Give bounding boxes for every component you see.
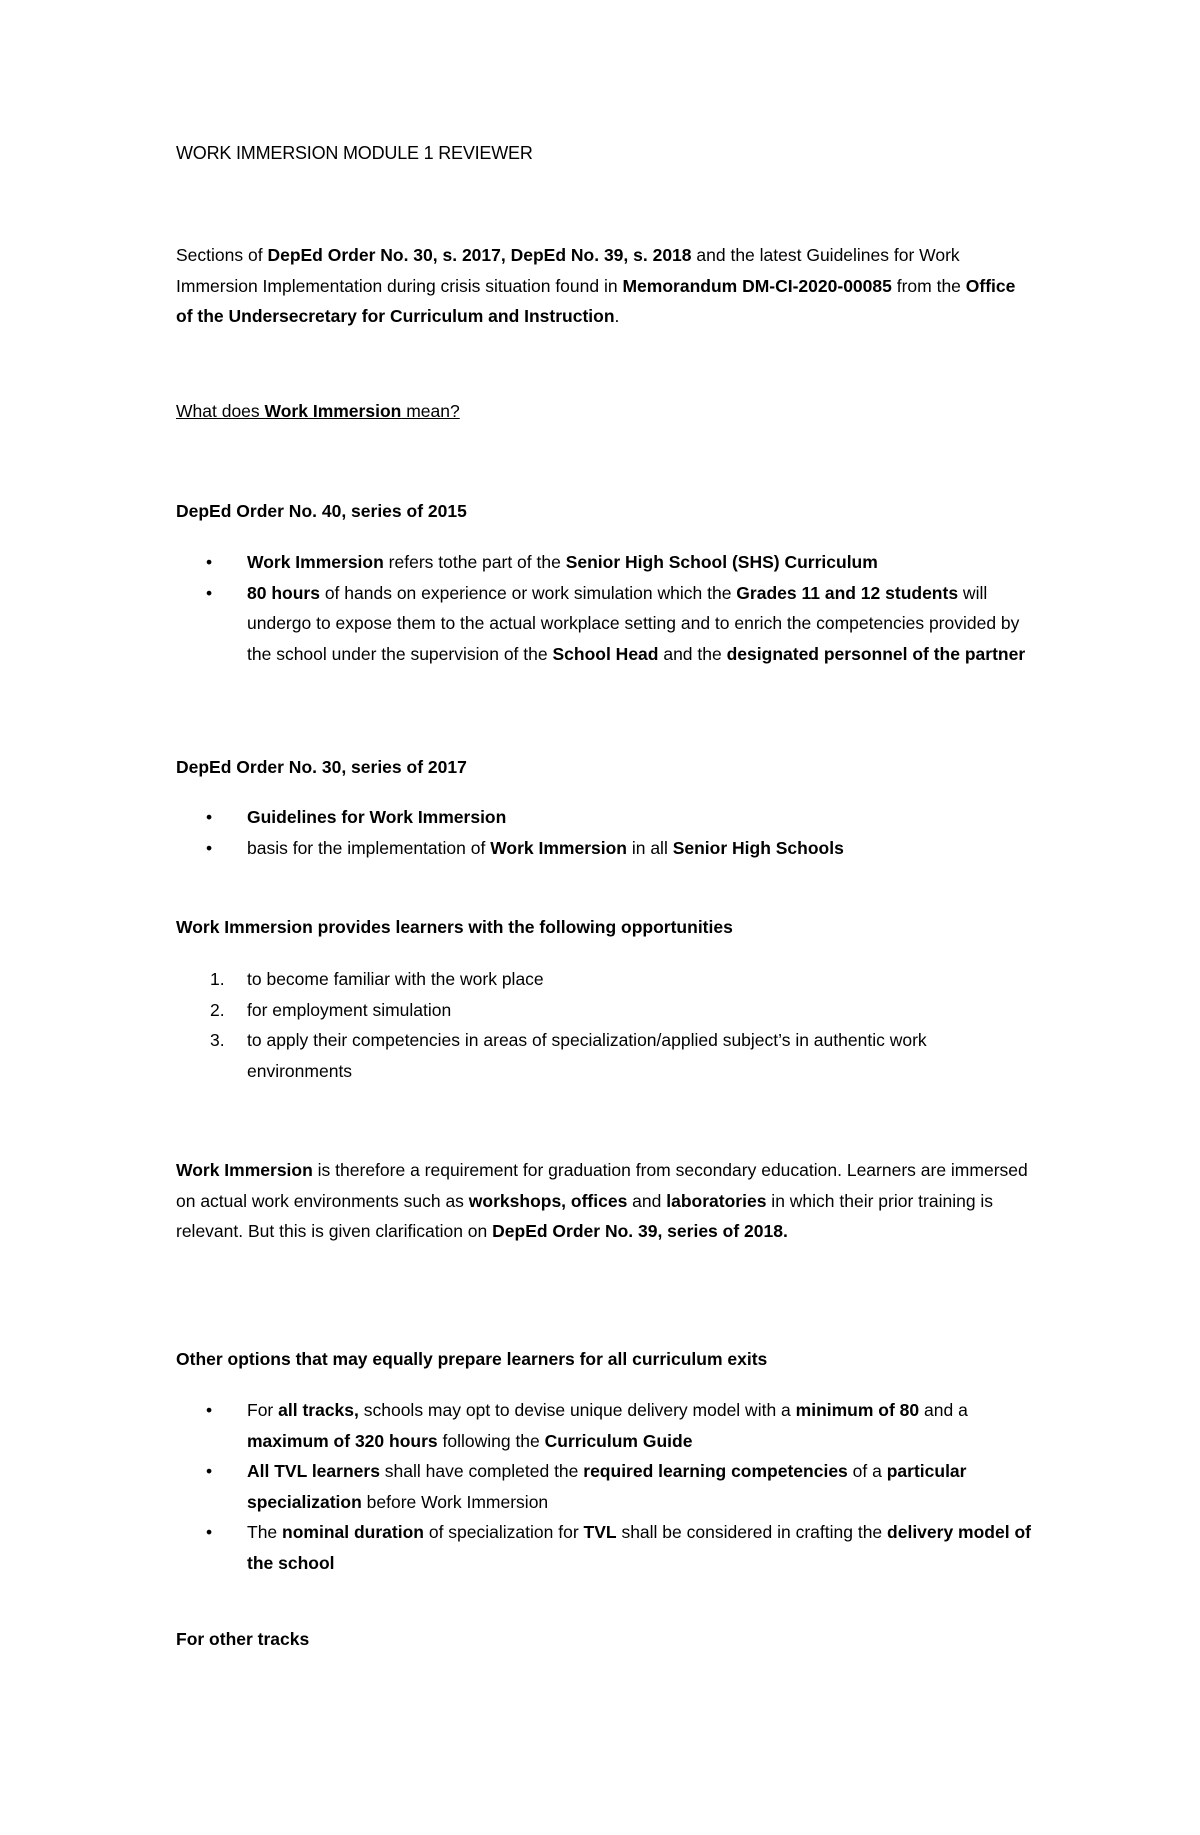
item-bold: nominal duration [282, 1522, 424, 1542]
item-bold: Work Immersion [490, 837, 627, 858]
item-text: of a [847, 1461, 887, 1481]
list-item [176, 578, 1036, 670]
list-order-2015 [176, 547, 1036, 669]
list-item [176, 1025, 1036, 1086]
item-bold: TVL [583, 1522, 617, 1542]
list-number: 3. [210, 1030, 225, 1050]
item-text: for employment simulation [247, 999, 452, 1020]
list-item [176, 995, 1036, 1026]
para-text: is therefore a requirement for graduation from secondary education. Learners are immersed on actual work environments such as [176, 1160, 1028, 1211]
item-bold: particular specialization [247, 1461, 967, 1512]
item-bold: designated personnel of the partner [726, 643, 1026, 664]
heading-order-2017: DepEd Order No. 30, series of 2017 [176, 757, 467, 777]
list-item [176, 964, 1036, 995]
heading-opportunities: Work Immersion provides learners with the following opportunities [176, 917, 733, 937]
question-bold: Work Immersion [264, 401, 402, 421]
intro-text-2: and the latest Guidelines for Work Immersion Implementation during crisis situation found in [176, 245, 960, 296]
item-text: before Work Immersion [361, 1491, 549, 1512]
list-item [176, 833, 1036, 864]
item-bold: Senior High Schools [672, 837, 844, 858]
item-bold: minimum of 80 [795, 1400, 920, 1420]
list-item [176, 547, 1036, 578]
item-bold: School Head [552, 643, 659, 664]
bullet-icon: • [206, 1522, 213, 1542]
item-bold: Curriculum Guide [544, 1430, 693, 1451]
list-order-2017 [176, 802, 1036, 863]
heading-other-options: Other options that may equally prepare learners for all curriculum exits [176, 1349, 768, 1369]
item-text: refers tothe part of the [383, 552, 566, 572]
question-text-2: mean? [401, 401, 460, 421]
item-text: shall be considered in crafting the [616, 1522, 888, 1542]
item-text: in all [626, 837, 673, 858]
intro-bold-1: DepEd Order No. 30, s. 2017, DepEd No. 39, s. 2018 [267, 245, 692, 265]
bullet-icon: • [206, 582, 213, 603]
para-bold: Work Immersion [176, 1160, 313, 1180]
item-bold: all tracks, [278, 1400, 359, 1420]
list-number: 1. [210, 969, 225, 989]
item-bold: maximum of 320 hours [247, 1430, 438, 1451]
para-bold: laboratories [666, 1190, 767, 1211]
item-bold: Work Immersion [247, 552, 384, 572]
bullet-icon: • [206, 807, 213, 827]
list-number: 2. [210, 999, 225, 1020]
item-bold: Grades 11 and 12 students [736, 582, 959, 603]
item-bold: Senior High School (SHS) Curriculum [565, 552, 878, 572]
intro-text-1: Sections of [176, 245, 268, 265]
intro-text-3: from the [891, 275, 966, 296]
list-opportunities [176, 964, 1036, 1086]
heading-order-2015: DepEd Order No. 40, series of 2015 [176, 501, 467, 521]
item-bold: required learning competencies [583, 1461, 848, 1481]
item-text: For [247, 1400, 279, 1420]
bullet-icon: • [206, 837, 213, 858]
item-bold: Guidelines for Work Immersion [247, 807, 507, 827]
intro-bold-3: Office of the Undersecretary for Curriculum and Instruction [176, 275, 1016, 326]
item-text: of hands on experience or work simulation which the [319, 582, 737, 603]
item-text: and a [919, 1400, 968, 1420]
bullet-icon: • [206, 1461, 213, 1481]
item-text: shall have completed the [379, 1461, 584, 1481]
item-text: and the [658, 643, 727, 664]
list-other-options [176, 1395, 1036, 1578]
item-bold: delivery model of the school [247, 1522, 1031, 1573]
item-bold: 80 hours [247, 582, 320, 603]
item-text: following the [437, 1430, 545, 1451]
item-bold: All TVL learners [247, 1461, 380, 1481]
document-title: WORK IMMERSION MODULE 1 REVIEWER [176, 143, 533, 163]
question-text-1: What does [176, 401, 265, 421]
para-text: in which their prior training is relevant. But this is given clarification on [176, 1190, 994, 1241]
question-line [176, 401, 460, 422]
list-item [176, 1395, 1036, 1456]
list-item [176, 802, 1036, 833]
item-text: will undergo to expose them to the actual workplace setting and to enrich the competencies provided by the school under the supervision of the [247, 582, 1020, 664]
para-text: and [627, 1190, 667, 1211]
intro-text-4: . [614, 306, 620, 326]
item-text: of specialization for [423, 1522, 584, 1542]
bullet-icon: • [206, 552, 213, 572]
intro-paragraph [176, 240, 1036, 332]
item-text: The [247, 1522, 283, 1542]
list-item [176, 1517, 1036, 1578]
item-text: basis for the implementation of [247, 837, 491, 858]
list-item [176, 1456, 1036, 1517]
para-bold: DepEd Order No. 39, series of 2018. [492, 1221, 788, 1241]
item-text: schools may opt to devise unique delivery model with a [358, 1400, 796, 1420]
intro-bold-2: Memorandum DM-CI-2020-00085 [622, 275, 892, 296]
item-text: to apply their competencies in areas of specialization/applied subject’s in authentic work environments [247, 1030, 927, 1081]
para-bold: workshops, offices [468, 1190, 628, 1211]
bullet-icon: • [206, 1400, 213, 1420]
requirement-paragraph [176, 1155, 1036, 1247]
heading-other-tracks: For other tracks [176, 1629, 310, 1649]
item-text: to become familiar with the work place [247, 969, 544, 989]
